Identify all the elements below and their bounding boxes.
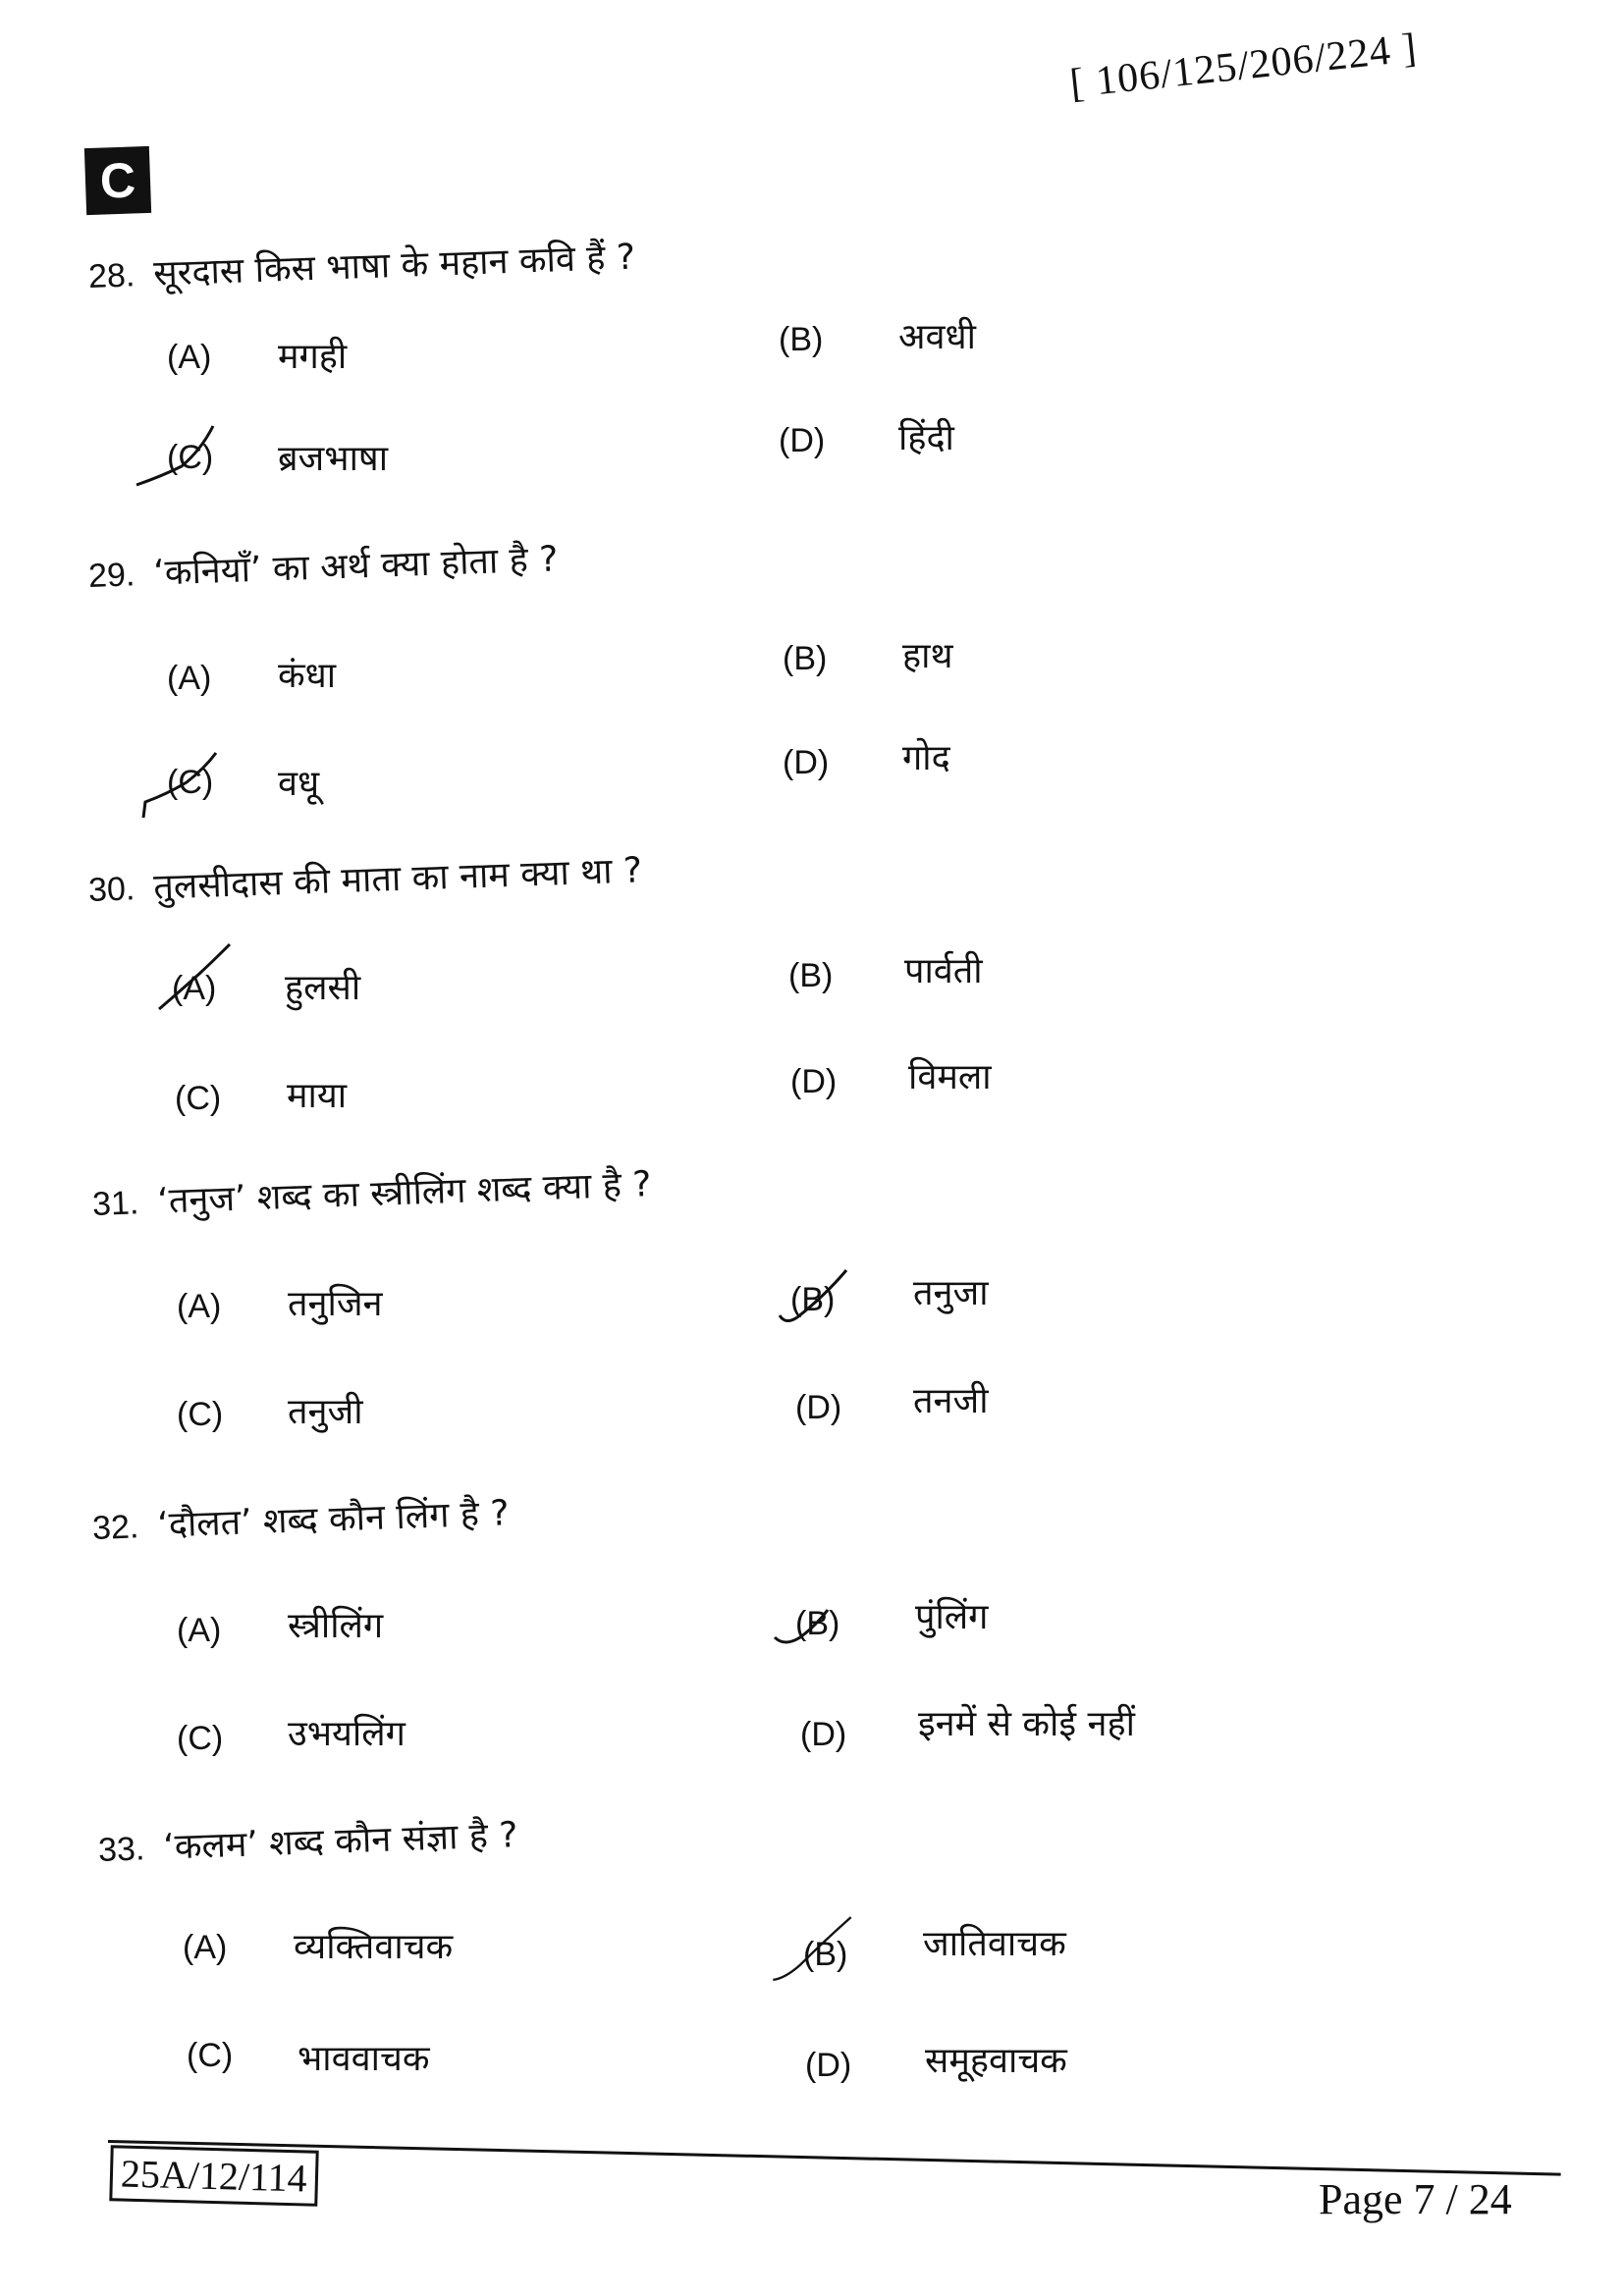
option-label: (C) — [187, 2037, 234, 2074]
footer-divider — [108, 2140, 1561, 2176]
option-text: भाववाचक — [298, 2039, 430, 2079]
question-29 — [87, 533, 559, 598]
option-label: (C) — [177, 1720, 224, 1757]
option-label: (D) — [800, 1716, 847, 1753]
option-label: (A) — [177, 1288, 222, 1325]
option-33-d[interactable] — [805, 2041, 1067, 2085]
option-text: तनुजा — [913, 1273, 989, 1313]
paper-codes: [ 106/125/206/224 ] — [1067, 26, 1420, 107]
question-text: ‘दौलत’ शब्द कौन लिंग है ? — [156, 1493, 511, 1546]
option-text: तनुजी — [288, 1392, 363, 1432]
option-label: (A) — [167, 660, 212, 697]
option-text: गोद — [902, 738, 950, 778]
option-text: हाथ — [902, 636, 953, 676]
option-label: (B) — [788, 957, 834, 994]
option-30-a[interactable] — [172, 968, 361, 1008]
question-text: ‘कनियाँ’ का अर्थ क्या होता है ? — [152, 539, 560, 594]
option-29-c[interactable] — [167, 764, 320, 804]
option-28-d[interactable] — [779, 418, 954, 460]
option-label: (A) — [172, 970, 217, 1007]
option-text: तनजी — [913, 1381, 989, 1421]
option-text: कंधा — [278, 656, 337, 696]
option-text: जातिवाचक — [923, 1924, 1066, 1964]
option-text: हिंदी — [898, 418, 954, 458]
option-text: तनुजिन — [288, 1284, 383, 1324]
option-31-a[interactable] — [177, 1284, 383, 1326]
option-31-c[interactable] — [177, 1392, 363, 1434]
option-label: (C) — [167, 764, 214, 801]
option-text: इनमें से कोई नहीं — [918, 1704, 1135, 1744]
option-text: अवधी — [898, 317, 976, 357]
question-30 — [87, 844, 643, 912]
page-number: Page 7 / 24 — [1319, 2175, 1512, 2223]
set-label-badge: C — [84, 146, 151, 215]
option-33-c[interactable] — [187, 2037, 430, 2079]
option-31-d[interactable] — [795, 1381, 989, 1427]
question-text: सूरदास किस भाषा के महान कवि हैं ? — [152, 237, 636, 294]
option-label: (B) — [795, 1605, 840, 1642]
option-text: ब्रजभाषा — [278, 439, 389, 479]
option-28-a[interactable] — [167, 337, 348, 377]
question-text: ‘तनुज’ शब्द का स्त्रीलिंग शब्द क्या है ? — [156, 1164, 653, 1222]
option-label: (D) — [795, 1389, 842, 1426]
option-text: पुंलिंग — [915, 1597, 989, 1637]
option-33-a[interactable] — [183, 1927, 454, 1967]
option-32-b[interactable] — [795, 1597, 989, 1643]
question-number: 30. — [87, 870, 135, 909]
option-text: मगही — [278, 337, 348, 377]
option-28-b[interactable] — [779, 317, 976, 359]
paper-code-box: 25A/12/114 — [109, 2145, 318, 2207]
option-label: (B) — [779, 321, 824, 358]
question-number: 28. — [87, 256, 135, 295]
option-label: (D) — [805, 2047, 852, 2084]
option-label: (A) — [167, 339, 212, 376]
option-text: वधू — [278, 764, 320, 804]
option-text: उभयलिंग — [288, 1714, 406, 1754]
option-30-c[interactable] — [175, 1076, 348, 1118]
question-31 — [91, 1158, 652, 1226]
option-label: (B) — [783, 640, 828, 677]
option-32-c[interactable] — [177, 1714, 406, 1758]
option-label: (C) — [177, 1396, 224, 1433]
option-30-d[interactable] — [790, 1057, 992, 1101]
option-29-a[interactable] — [167, 656, 337, 698]
option-30-b[interactable] — [788, 951, 983, 995]
option-text: माया — [287, 1076, 348, 1116]
option-text: समूहवाचक — [925, 2041, 1067, 2081]
option-label: (C) — [167, 439, 214, 476]
question-28 — [87, 232, 636, 298]
question-text: तुलसीदास की माता का नाम क्या था ? — [152, 850, 643, 908]
option-label: (D) — [779, 422, 826, 459]
option-label: (D) — [783, 744, 830, 781]
option-31-b[interactable] — [790, 1273, 989, 1319]
option-32-a[interactable] — [177, 1606, 384, 1650]
option-label: (C) — [175, 1080, 222, 1117]
option-label: (D) — [790, 1063, 838, 1100]
option-29-b[interactable] — [783, 636, 953, 678]
option-32-d[interactable] — [800, 1704, 1135, 1754]
option-label: (B) — [790, 1281, 836, 1318]
option-text: व्यक्तिवाचक — [294, 1927, 454, 1967]
question-number: 32. — [91, 1508, 139, 1547]
question-33 — [97, 1809, 518, 1872]
question-number: 31. — [91, 1184, 139, 1223]
option-label: (A) — [183, 1929, 228, 1966]
question-number: 33. — [97, 1830, 145, 1869]
option-text: स्त्रीलिंग — [288, 1606, 384, 1646]
question-text: ‘कलम’ शब्द कौन संज्ञा है ? — [162, 1815, 519, 1868]
question-32 — [91, 1487, 510, 1550]
option-text: विमला — [908, 1057, 992, 1097]
option-label: (B) — [803, 1936, 848, 1973]
option-29-d[interactable] — [783, 738, 950, 782]
option-label: (A) — [177, 1612, 222, 1649]
question-number: 29. — [87, 556, 135, 595]
option-text: हुलसी — [285, 968, 361, 1008]
option-28-c[interactable] — [167, 439, 389, 479]
option-33-b[interactable] — [803, 1924, 1066, 1974]
option-text: पार्वती — [904, 951, 983, 991]
